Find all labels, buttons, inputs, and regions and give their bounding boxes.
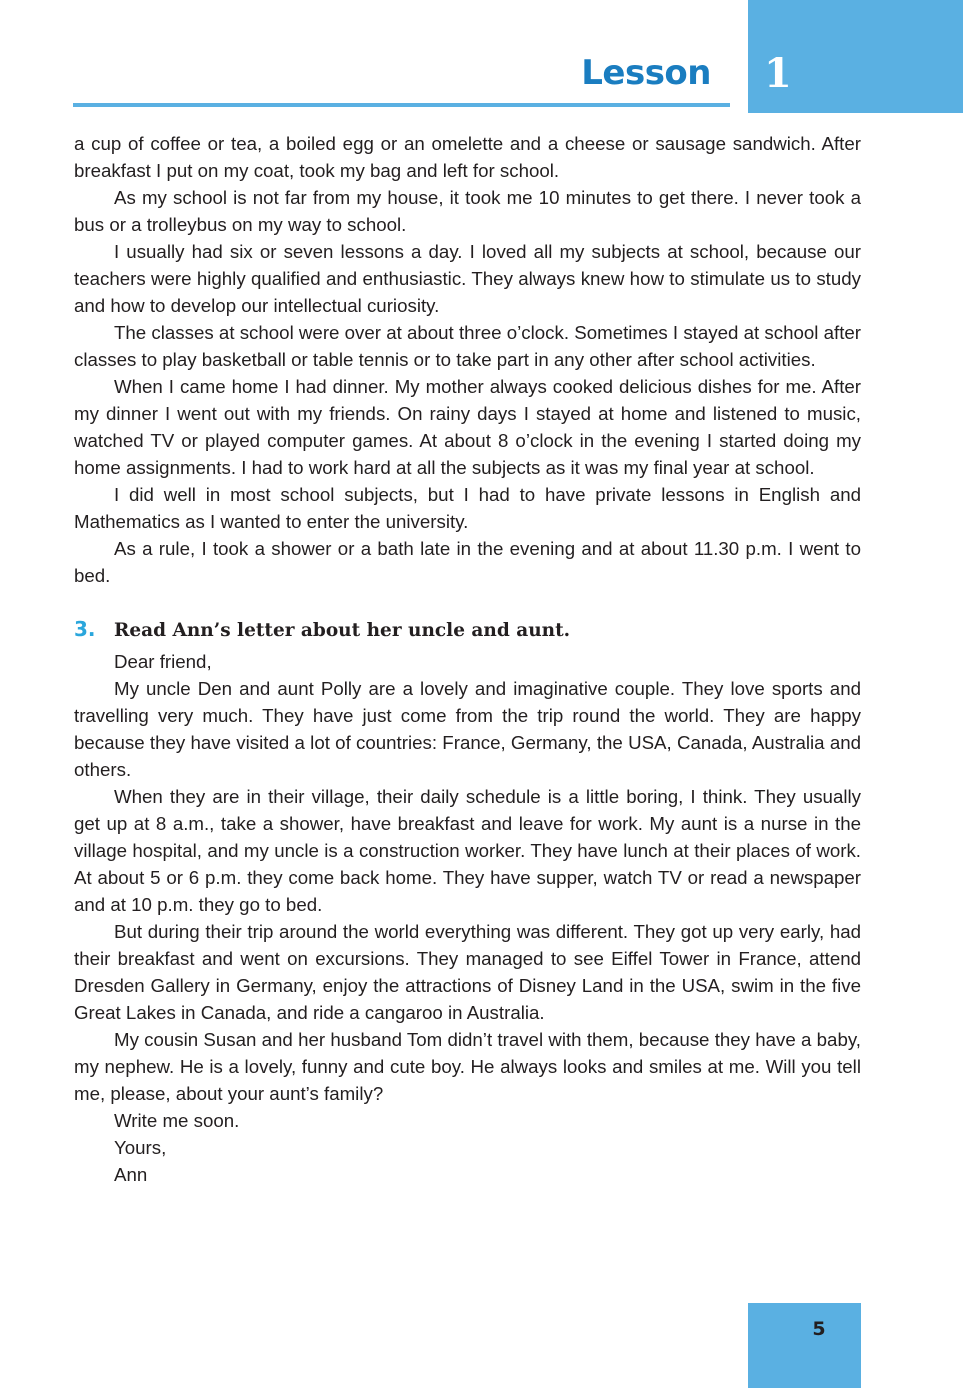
letter-paragraph: My uncle Den and aunt Polly are a lovely and imaginative couple. They love sports and travelling very much. They have just come from the trip round the world. They are happy because they have visited a lot of countries: France, Germany, the USA, Canada, Australia and others. [74, 678, 861, 780]
page-number: 5 [812, 1318, 826, 1340]
story-paragraph: As a rule, I took a shower or a bath late in the evening and at about 11.30 p.m. I went to bed. [74, 538, 861, 586]
lesson-number: 1 [764, 50, 792, 97]
letter-salutation: Dear friend, [114, 651, 212, 672]
header-rule [73, 103, 730, 107]
task-instruction: Read Ann’s letter about her uncle and aunt. [114, 620, 571, 641]
story-paragraph: a cup of coffee or tea, a boiled egg or an omelette and a cheese or sausage sandwich. After breakfast I put on my coat, took my bag and left for school. [74, 133, 861, 181]
task-number: 3. [74, 617, 96, 641]
story-paragraph: When I came home I had dinner. My mother always cooked delicious dishes for me. After my dinner I went out with my friends. On rainy days I stayed at home and listened to music, watched TV or played computer games. At about 8 o’clock in the evening I started doing my home assignments. I had to work hard at all the subjects as it was my final year at school. [74, 376, 861, 478]
story-paragraph: The classes at school were over at about three o’clock. Sometimes I stayed at school after classes to play basketball or table tennis or to take part in any other after school activities. [74, 322, 861, 370]
story-paragraph: I usually had six or seven lessons a day. I loved all my subjects at school, because our teachers were highly qualified and enthusiastic. They always knew how to stimulate us to study and how to develop our intellectual curiosity. [74, 241, 861, 316]
task-3 [74, 616, 861, 1188]
letter-paragraph: My cousin Susan and her husband Tom didn’t travel with them, because they have a baby, my nephew. He is a lovely, funny and cute boy. He always looks and smiles at me. Will you tell me, please, about your aunt’s family? [74, 1029, 861, 1104]
letter-paragraph: When they are in their village, their daily schedule is a little boring, I think. They usually get up at 8 a.m., take a shower, have breakfast and leave for work. My aunt is a nurse in the village hospital, and my uncle is a construction worker. They have lunch at their places of work. At about 5 or 6 p.m. they come back home. They have supper, watch TV or read a newspaper and at 10 p.m. they go to bed. [74, 786, 861, 915]
letter-paragraph: But during their trip around the world everything was different. They got up very early, had their breakfast and went on excursions. They managed to see Eiffel Tower in France, attend Dresden Gallery in Germany, enjoy the attractions of Disney Land in the USA, swim in the five Great Lakes in Canada, and ride a cangaroo in Australia. [74, 921, 861, 1023]
letter-closing-line: Yours, [114, 1137, 167, 1158]
letter-signature: Ann [114, 1164, 148, 1185]
story-text [74, 130, 861, 589]
letter-closing-line: Write me soon. [114, 1110, 240, 1131]
page-content [74, 130, 861, 1188]
page-number-box [748, 1303, 861, 1388]
task-heading [74, 616, 861, 644]
story-paragraph: As my school is not far from my house, it took me 10 minutes to get there. I never took a bus or a trolleybus on my way to school. [74, 187, 861, 235]
lesson-title: Lesson [581, 53, 711, 93]
story-paragraph: I did well in most school subjects, but I had to have private lessons in English and Mathematics as I wanted to enter the university. [74, 484, 861, 532]
